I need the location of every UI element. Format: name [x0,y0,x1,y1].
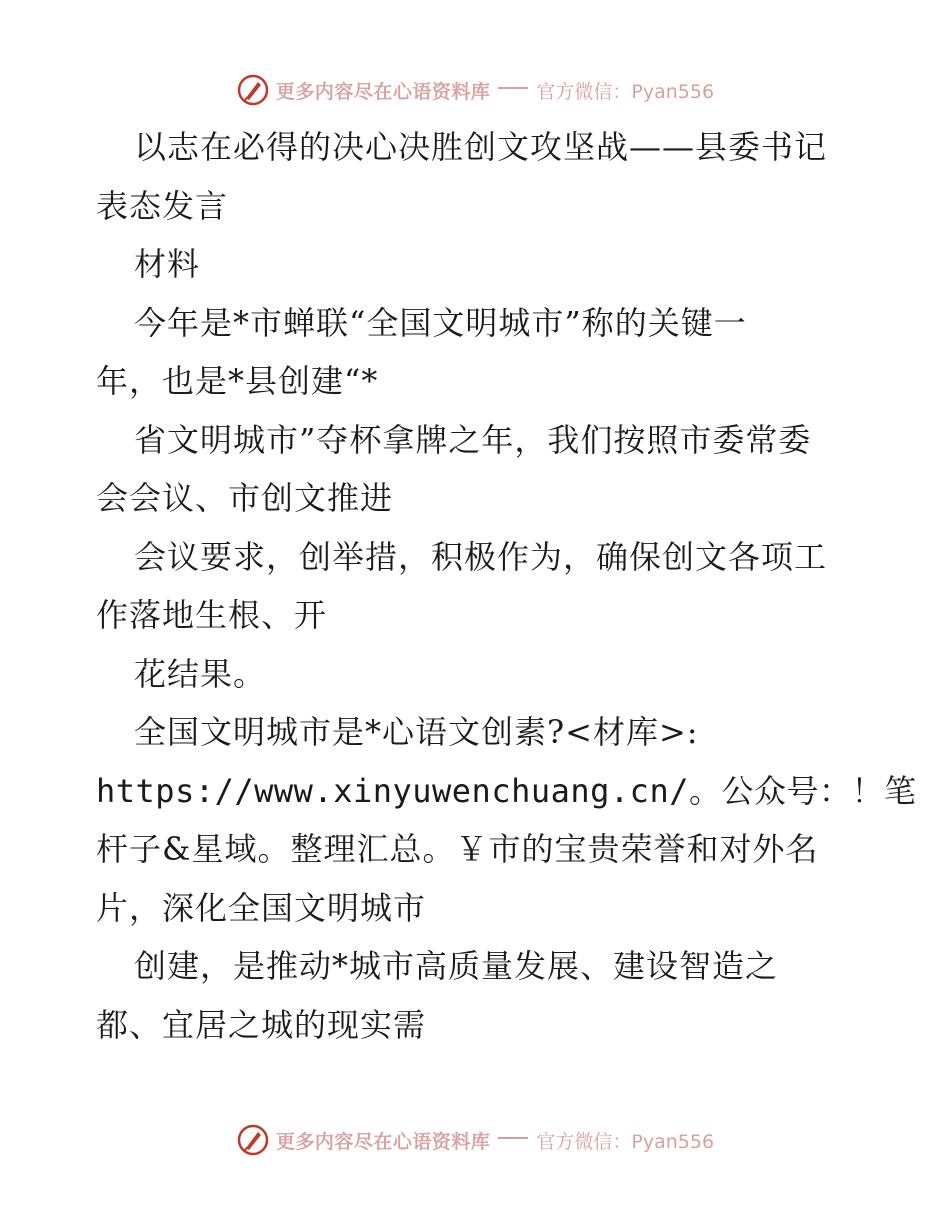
doc-line: 花结果。 [134,654,267,693]
doc-line: 表态发言 [96,186,229,225]
footer-watermark-inner [236,1123,714,1157]
doc-line: 省文明城市”夺杯拿牌之年，我们按照市委常委 [134,420,812,459]
doc-line: 作落地生根、开 [96,596,328,634]
doc-line: 今年是*市蝉联“全国文明城市”称的关键一 [134,303,747,342]
header-separator [498,87,528,89]
document-body [96,118,917,1054]
doc-line: 都、宜居之城的现实需 [96,1005,427,1044]
doc-line: 以志在必得的决心决胜创文攻坚战——县委书记 [134,128,828,166]
doc-line-url: https://www.xinyuwenchuang.cn/。公众号：！笔 [96,771,917,810]
header-brand-text: 更多内容尽在心语资料库 [275,80,491,103]
doc-line: 会会议、市创文推进 [96,479,394,517]
footer-contact-text: 官方微信：Pyan556 [536,1130,715,1153]
header-watermark-inner [236,73,714,107]
footer-watermark [0,1120,950,1160]
doc-line: 创建，是推动*城市高质量发展、建设智造之 [134,947,779,985]
header-contact-text: 官方微信：Pyan556 [536,80,715,103]
doc-line: 会议要求，创举措，积极作为，确保创文各项工 [134,537,828,576]
footer-separator [498,1137,528,1139]
footer-brand-text: 更多内容尽在心语资料库 [275,1130,491,1153]
doc-line: 片，深化全国文明城市 [96,888,427,927]
doc-line: 杆子&星域。整理汇总。￥市的宝贵荣誉和对外名 [96,830,819,868]
doc-line: 全国文明城市是*心语文创素?<材库>: [134,713,699,751]
quill-logo-icon [236,1123,270,1157]
doc-line: 材料 [134,245,201,283]
doc-line: 年，也是*县创建“* [96,362,379,400]
quill-logo-icon [236,73,270,107]
header-watermark [0,70,950,110]
